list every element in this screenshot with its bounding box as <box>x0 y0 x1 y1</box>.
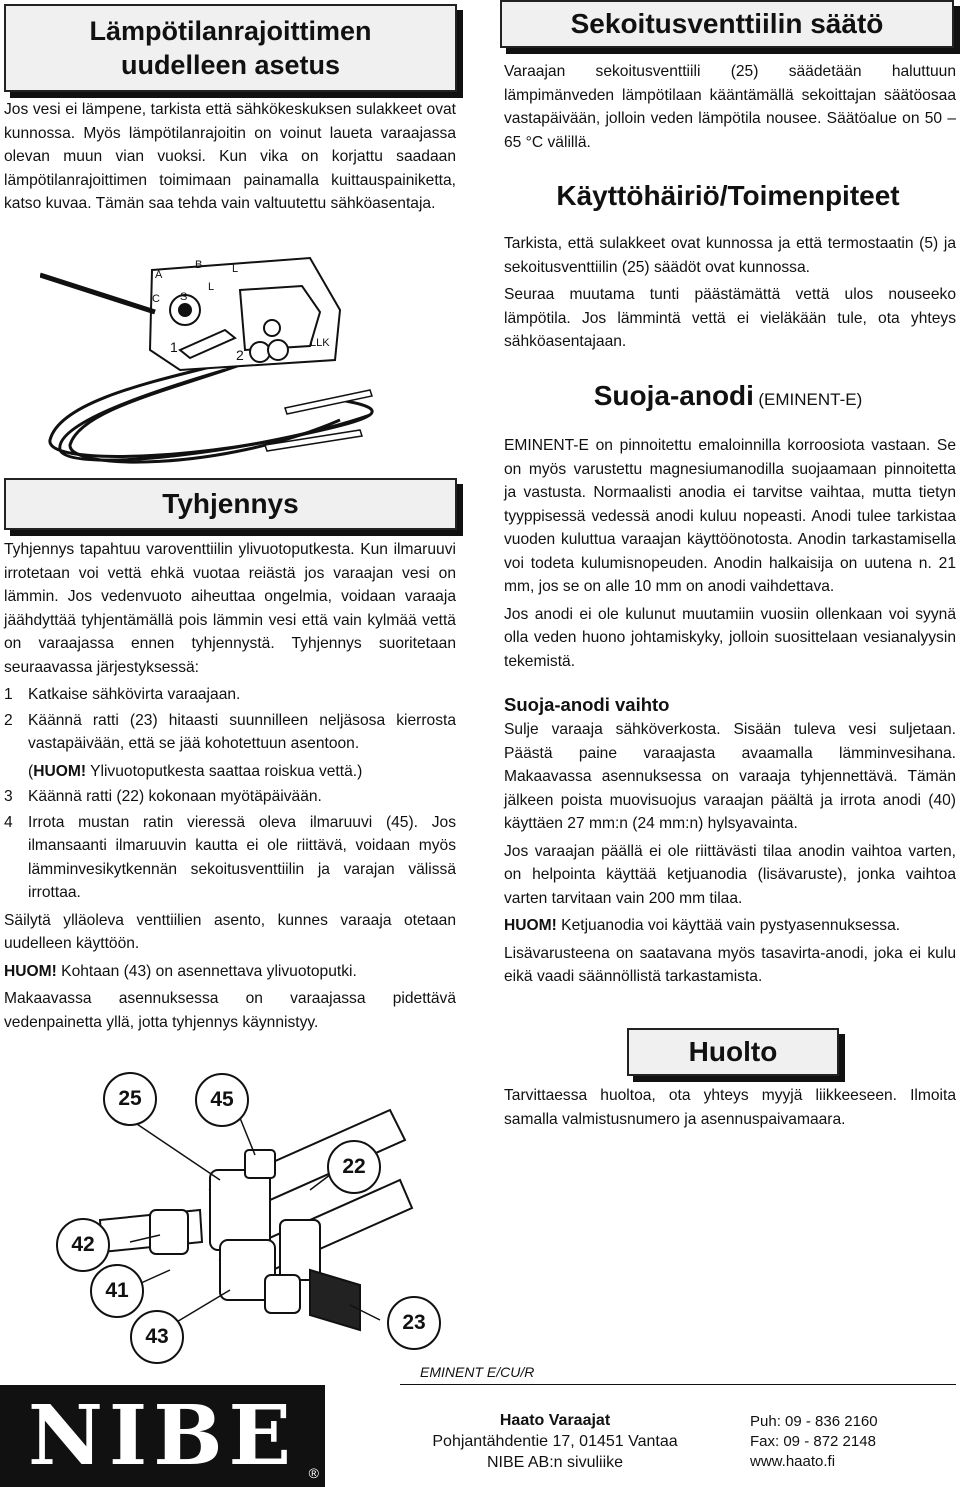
anodi-title <box>500 380 956 412</box>
limiter-paragraph <box>4 98 456 220</box>
device-label-l1: L <box>232 263 239 275</box>
note-huom: HUOM! <box>33 762 87 780</box>
step-number: 3 <box>4 788 13 805</box>
section-title-tyhjennys <box>4 478 457 530</box>
vaihto-p2: Jos varaajan päällä ei ole riittävästi tilaa anodin vaihtoa varten, on helpointa käyttää ketjuanodia (lisävaruste), jonka vaihtoa varten tarvitaan vain 200 mm tilaa. <box>504 842 956 907</box>
tyhjennys-body <box>4 538 456 1038</box>
vaihto-p3 <box>504 914 956 938</box>
vaihto-huom: HUOM! <box>504 917 557 934</box>
tyhjennys-last: Makaavassa asennuksessa on varaajassa pidettävä vedenpainetta yllä, jotta tyhjennys käynnistyy. <box>4 990 456 1031</box>
note-rest: Ylivuotoputkesta saattaa roiskua vettä.) <box>86 762 363 780</box>
callout-25 <box>103 1072 157 1126</box>
vaihto-p1: Sulje varaaja sähköverkosta. Sisään tuleva vesi suljetaan. Päästä paine varaajasta avaamalla lämminvesihana. Makaavassa asennuksessa on varaaja tyhjennettävä. Tämän jälkeen poista muovisuojus varaajan päältä ja irrota anodi (40) käyttäen 27 mm:n (24 mm:n) hylsyavainta. <box>504 721 956 832</box>
callout-22 <box>327 1140 381 1194</box>
vaihto-huom-text: Ketjuanodia voi käyttää vain pystyasennuksessa. <box>556 917 901 934</box>
list-item <box>4 811 456 905</box>
kaytto-title: Käyttöhäiriö/Toimenpiteet <box>556 180 900 211</box>
callout-45 <box>195 1073 249 1127</box>
tyhjennys-intro: Tyhjennys tapahtuu varoventtiilin ylivuotoputkesta. Kun ilmaruuvi irrotetaan voi vettä ehkä vuotaa reiästä jos varaajan vesi on lämmin. Jos vedenvuoto aiheuttaa ongelmia, voidaan varaaja jäähdyttää tyhjentämällä pois lämmin vesi että vain kylmää vettä on varaajassa ennen tyhjennystä. Tyhjennys suoritetaan seuraavassa järjestyksessä: <box>4 541 456 676</box>
callout-label: 25 <box>118 1087 142 1110</box>
step-text: Katkaise sähkövirta varaajaan. <box>28 686 241 703</box>
device-label-l2: L <box>208 281 215 293</box>
section-title-sekoitus <box>500 0 954 48</box>
anodi-title-main: Suoja-anodi <box>593 380 754 411</box>
device-label-c: C <box>152 293 160 305</box>
company-name: Haato Varaajat <box>499 1412 611 1429</box>
anodi-title-small: (EMINENT-E) <box>758 390 863 409</box>
device-label-2: 2 <box>236 347 244 363</box>
fax-number: Fax: 09 - 872 2148 <box>750 1433 876 1450</box>
nibe-logo-text: NIBE <box>27 1388 298 1484</box>
section-title-limiter <box>4 4 457 92</box>
phone-number: Puh: 09 - 836 2160 <box>750 1413 878 1430</box>
list-item <box>4 683 456 707</box>
huolto-text: Tarvittaessa huoltoa, ota yhteys myyjä liikkeeseen. Ilmoita samalla valmistusnumero ja asennuspaivamaara. <box>504 1087 956 1128</box>
huolto-body <box>504 1084 956 1135</box>
callout-41 <box>90 1264 144 1318</box>
callout-label: 22 <box>342 1155 366 1178</box>
kaytto-body <box>504 232 956 358</box>
model-name: EMINENT E/CU/R <box>420 1364 535 1380</box>
step-text: Irrota mustan ratin vieressä oleva ilmaruuvi (45). Jos ilmansaanti ilmaruuvin kautta ei ole riittävä, voidaan myös lämminvesikytkennän sekoitusventtiilin ja varajan välissä irrottaa. <box>28 813 456 901</box>
callout-label: 43 <box>145 1325 169 1348</box>
vaihto-title: Suoja-anodi vaihto <box>504 694 670 715</box>
callout-label: 41 <box>105 1279 129 1302</box>
limiter-title-line1: Lämpötilanrajoittimen <box>89 16 372 46</box>
website-link[interactable]: www.haato.fi <box>750 1453 836 1470</box>
callout-label: 23 <box>402 1311 426 1334</box>
footer-rule <box>400 1384 956 1385</box>
list-item <box>4 709 456 784</box>
step-2-note <box>28 760 456 784</box>
section-title-huolto <box>627 1028 839 1076</box>
company-affiliate: NIBE AB:n sivuliike <box>486 1454 624 1471</box>
huolto-title: Huolto <box>688 1036 778 1067</box>
company-block <box>370 1410 740 1473</box>
step-text: Käännä ratti (22) kokonaan myötäpäivään. <box>28 788 322 805</box>
tyhjennys-huom <box>4 960 456 984</box>
company-address: Pohjantähdentie 17, 01451 Vantaa <box>432 1433 678 1450</box>
sekoitus-title: Sekoitusventtiilin säätö <box>570 8 884 39</box>
vaihto-body <box>504 718 956 993</box>
callout-42 <box>56 1218 110 1272</box>
registered-mark: ® <box>308 1465 319 1481</box>
device-label-1: 1 <box>170 339 178 355</box>
tyhjennys-keep: Säilytä ylläoleva venttiilien asento, kunnes varaaja otetaan uudelleen käyttöön. <box>4 911 456 952</box>
sekoitus-body <box>504 60 956 158</box>
limiter-title-line2: uudelleen asetus <box>120 50 341 80</box>
limiter-text: Jos vesi ei lämpene, tarkista että sähkökeskuksen sulakkeet ovat kunnossa. Myös lämpötilanrajoitin on voinut laueta varaajassa olevan muun vian vuoksi. Kun vika on korjattu saadaan lämpötilanrajoittimen toimimaan painamalla kuittauspainiketta, katso kuvaa. Tämän saa tehda vain valtuutettu sähköasentaja. <box>4 101 456 212</box>
callout-43 <box>130 1310 184 1364</box>
list-item <box>4 785 456 809</box>
callout-23 <box>387 1296 441 1350</box>
sekoitus-text: Varaajan sekoitusventtiili (25) säädetään haluttuun lämpimänveden lämpötilaan kääntämällä sekoittajan säätöosaa vastapäivään, jolloin veden lämpötila nousee. Säätöalue on 50 – 65 °C välillä. <box>504 63 956 151</box>
device-label-b: B <box>195 259 203 271</box>
device-label-s: S <box>180 291 188 303</box>
anodi-p1: EMINENT-E on pinnoitettu emaloinnilla korroosiota vastaan. Se on myös varustettu magnesiumanodilla suojaamaan pinnoitetta ja vastusta. Normaalisti anodia ei tarvitse vaihtaa, mutta tietyn tyyppisessä vedessä anodi kuluu nopeasti. Anodi tulee tarkistaa vuoden kuluttua varaajan käyttöönotosta. Anodin tarkastamisella voi todeta kulumisnopeuden. Anodin halkaisija on uutena n. 21 mm, jos se on alle 10 mm on anodi vaihdettava. <box>504 437 956 595</box>
step-2-text: Käännä ratti (23) hitaasti suunnilleen neljäsosa kierrosta vastapäivään, että se jää kohotettuun asentoon. <box>28 711 456 752</box>
step-number: 4 <box>4 813 13 831</box>
kaytto-p1: Tarkista, että sulakkeet ovat kunnossa ja että termostaatin (5) ja sekoitusventtiilin (25) säädöt ovat kunnossa. <box>504 235 956 276</box>
device-label-llk: LLK <box>310 337 330 349</box>
step-text <box>28 709 456 784</box>
tyhjennys-title: Tyhjennys <box>162 488 299 519</box>
step-number: 1 <box>4 686 13 703</box>
vaihto-p4: Lisävarusteena on saatavana myös tasavirta-anodi, joka ei kulu eikä vaadi säännöllistä tarkastamista. <box>504 944 956 985</box>
callout-label: 45 <box>210 1088 234 1111</box>
thermostat-illustration <box>40 250 440 480</box>
step-number: 2 <box>4 711 13 729</box>
huom-text: Kohtaan (43) on asennettava ylivuotoputki. <box>56 962 357 980</box>
huom-label: HUOM! <box>4 962 57 980</box>
tyhjennys-steps <box>4 683 456 905</box>
kaytto-p2: Seuraa muutama tunti päästämättä vettä ulos nouseeko lämpötila. Jos lämmintä vettä ei vieläkään tule, ota yhteys sähköasentajaan. <box>504 286 956 350</box>
anodi-body <box>504 434 956 677</box>
contact-block <box>750 1412 950 1472</box>
device-label-a: A <box>155 269 163 281</box>
callout-label: 42 <box>71 1233 95 1256</box>
anodi-p2: Jos anodi ei ole kulunut muutamiin vuosiin ollenkaan voi syynä olla veden huono johtamiskyky, jolloin suosittelaan vesianalyysin tekemistä. <box>504 605 956 670</box>
nibe-logo <box>0 1385 325 1487</box>
note-prefix: ( <box>28 762 34 780</box>
